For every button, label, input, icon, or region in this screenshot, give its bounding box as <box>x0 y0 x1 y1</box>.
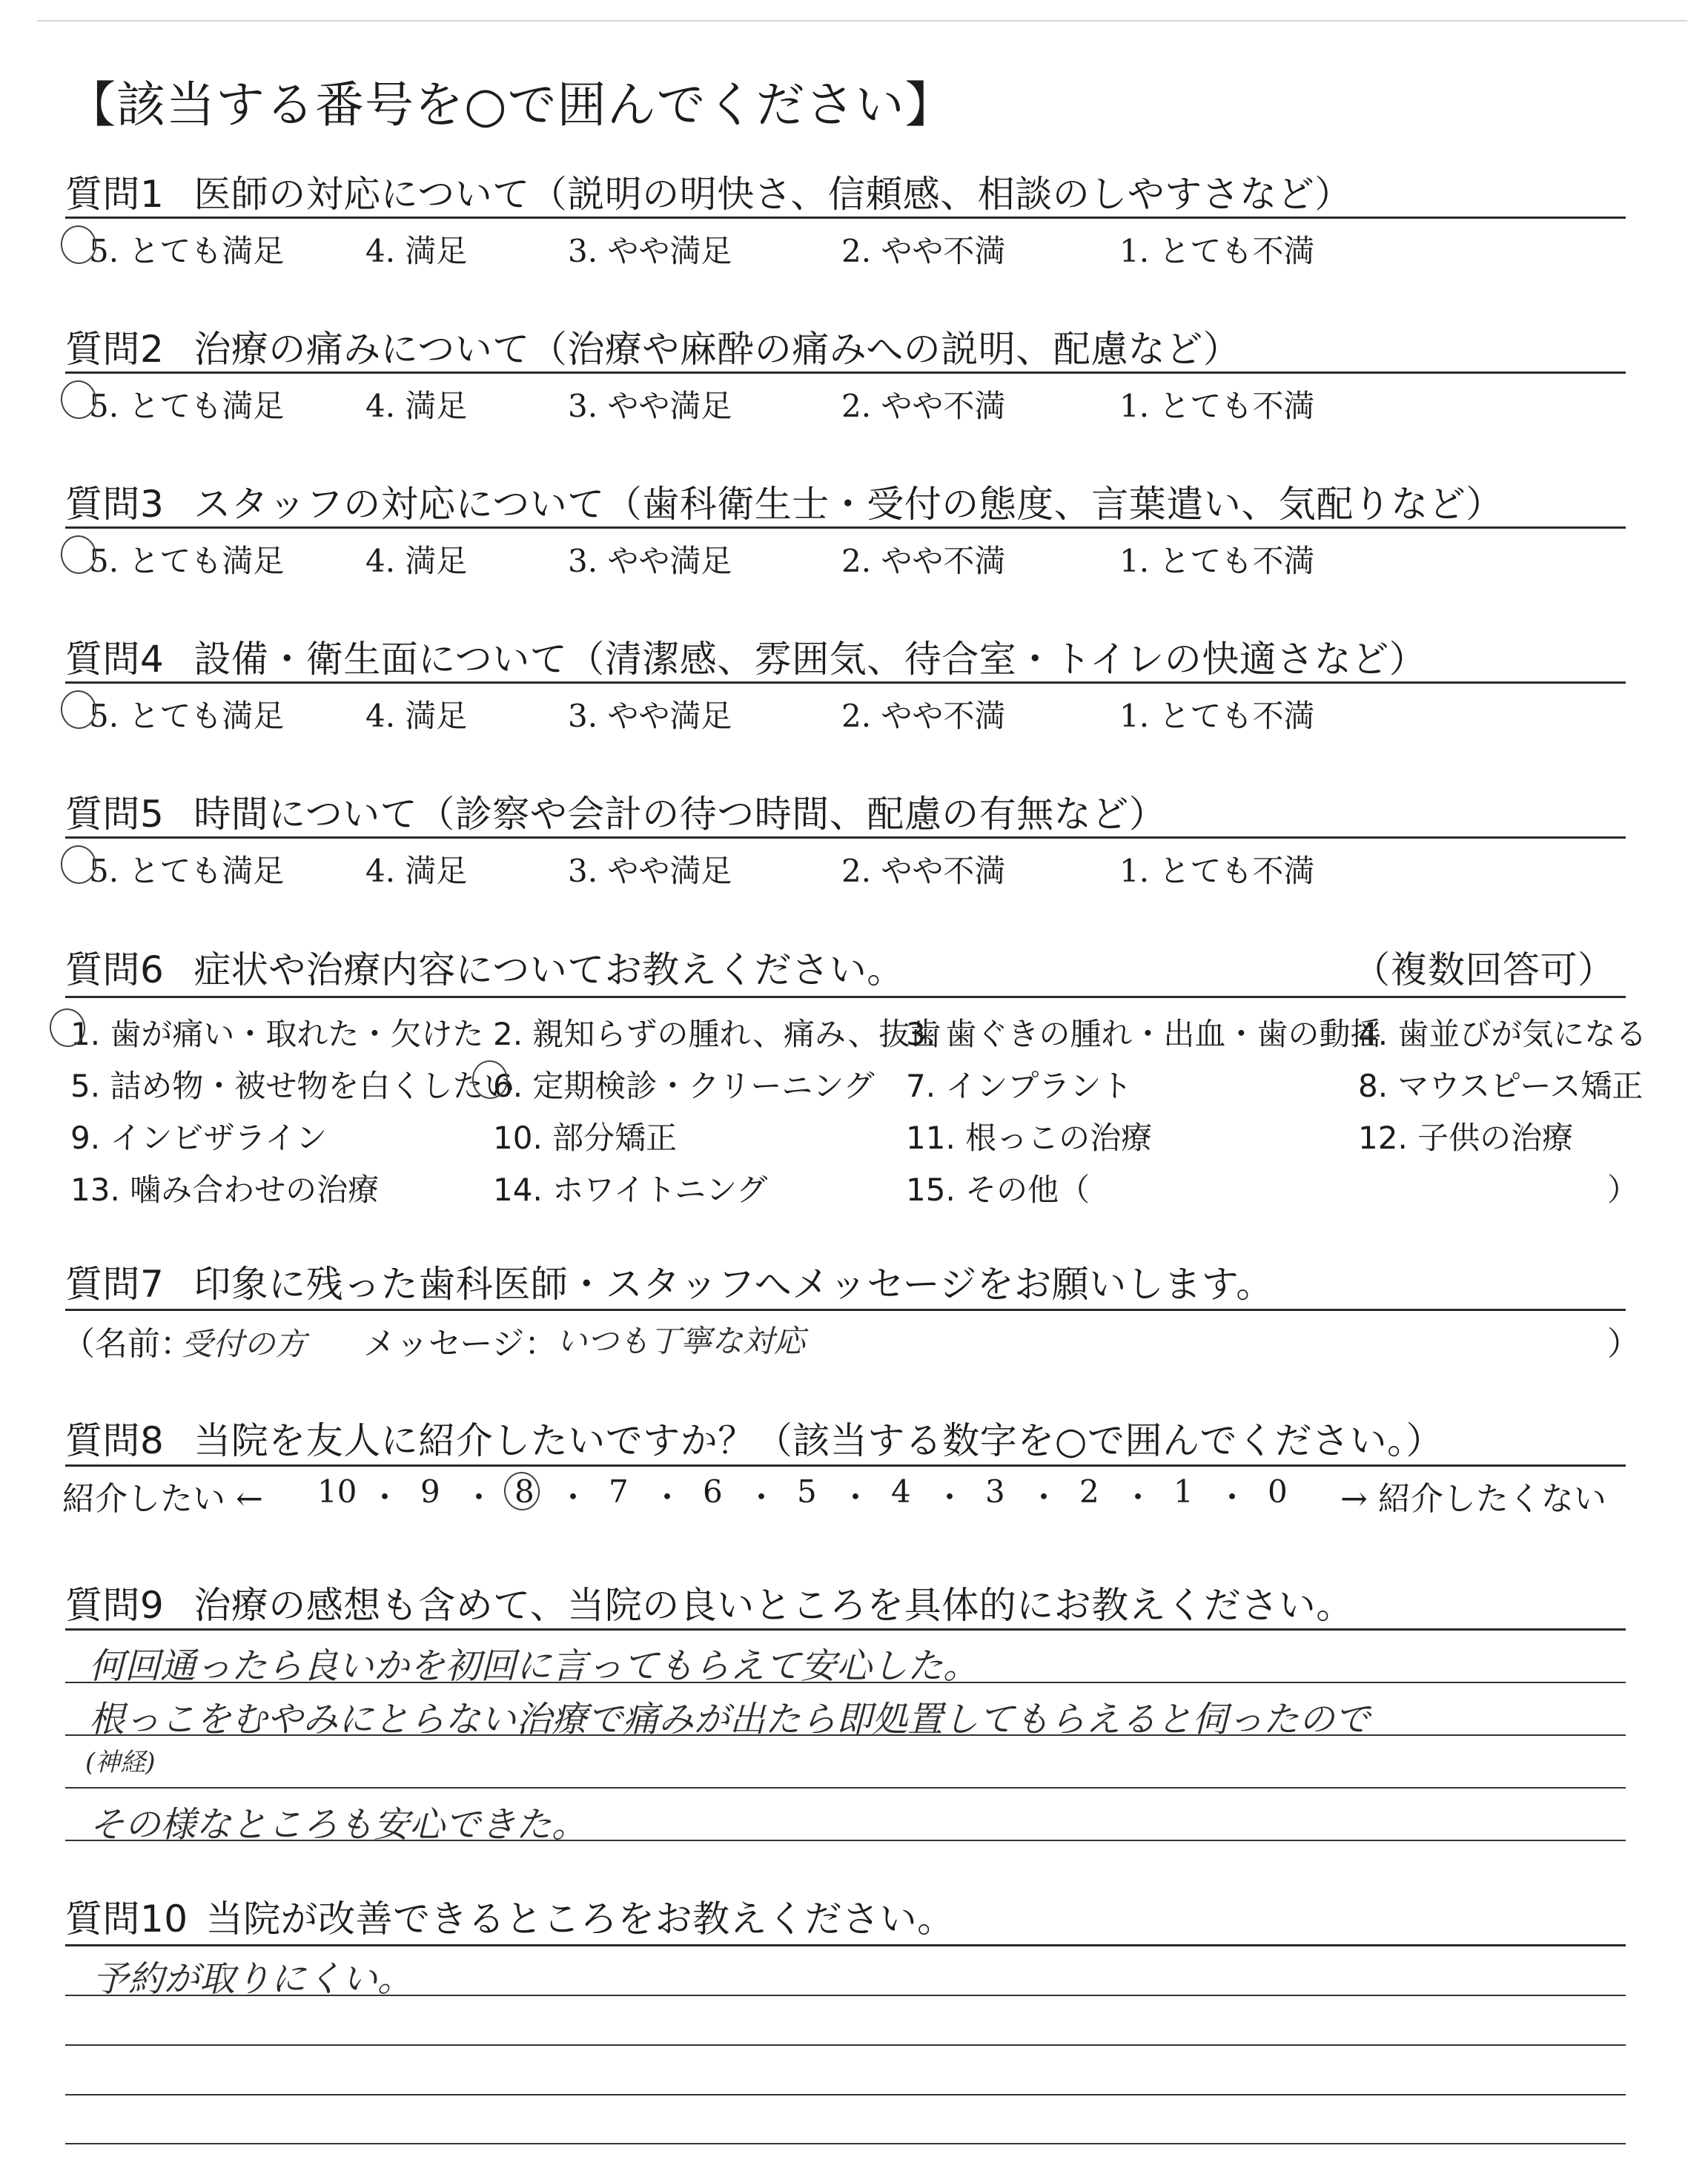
rating-option[interactable]: 2. やや不満 <box>841 233 1006 269</box>
q6-option[interactable]: 13. 噛み合わせの治療 <box>70 1172 380 1208</box>
q7-rule <box>65 1309 1626 1311</box>
q1-label: 質問1 <box>65 173 165 216</box>
q8-scale-value[interactable]: 2 <box>1079 1473 1099 1510</box>
q6-option[interactable]: 3. 歯ぐきの腫れ・出血・歯の動揺 <box>906 1016 1382 1052</box>
q8-text: 当院を友人に紹介したいですか？（該当する数字を○で囲んでください。） <box>193 1419 1443 1462</box>
rating-option[interactable]: 2. やや不満 <box>841 853 1006 889</box>
q8-scale-separator: ・ <box>840 1479 872 1516</box>
q10-label: 質問10 <box>65 1898 188 1941</box>
rating-option[interactable]: 4. 満足 <box>365 233 468 269</box>
q9-line-rule <box>65 1787 1626 1789</box>
rating-option[interactable]: 5. とても満足 <box>89 853 285 889</box>
q6-option[interactable]: 9. インビザライン <box>70 1120 328 1156</box>
q9-answer-line[interactable]: 何回通ったら良いかを初回に言ってもらえて安心した。 <box>89 1645 979 1687</box>
q6-text: 症状や治療内容についてお教えください。 <box>193 948 904 991</box>
rating-option[interactable]: 1. とても不満 <box>1119 388 1315 424</box>
q8-right-label: → 紹介したくない <box>1340 1480 1606 1518</box>
q2-rule <box>65 371 1626 374</box>
page-title: 【該当する番号を○で囲んでください】 <box>67 76 955 133</box>
q6-heading <box>65 940 904 994</box>
q8-scale-value[interactable]: 6 <box>703 1473 723 1510</box>
q6-option[interactable]: 6. 定期検診・クリーニング <box>493 1068 875 1104</box>
q3-label: 質問3 <box>65 483 165 526</box>
q8-label: 質問8 <box>65 1419 165 1462</box>
q8-scale-separator: ・ <box>1122 1479 1154 1516</box>
rating-option[interactable]: 2. やや不満 <box>841 698 1006 734</box>
q7-text: 印象に残った歯科医師・スタッフへメッセージをお願いします。 <box>193 1263 1274 1306</box>
q10-line-rule <box>65 2044 1626 2046</box>
q8-rule <box>65 1464 1626 1467</box>
q6-option[interactable]: 4. 歯並びが気になる <box>1358 1016 1647 1052</box>
q6-option[interactable]: 5. 詰め物・被せ物を白くしたい <box>70 1068 515 1104</box>
q8-scale-value[interactable]: 4 <box>891 1473 911 1510</box>
q8-scale-separator: ・ <box>557 1479 589 1516</box>
q10-heading <box>65 1889 955 1943</box>
q9-answer-line[interactable]: (神経) <box>85 1748 156 1777</box>
q5-text: 時間について（診察や会計の待つ時間、配慮の有無など） <box>193 793 1167 836</box>
q6-option[interactable]: 8. マウスピース矯正 <box>1358 1068 1644 1104</box>
selected-circle-mark <box>502 1470 543 1513</box>
rating-option[interactable]: 3. やや満足 <box>568 698 732 734</box>
q2-label: 質問2 <box>65 328 165 371</box>
rating-option[interactable]: 1. とても不満 <box>1119 698 1315 734</box>
q8-left-label: 紹介したい ← <box>62 1480 263 1518</box>
q6-option[interactable]: 14. ホワイトニング <box>493 1172 768 1208</box>
q8-scale-separator: ・ <box>652 1479 683 1516</box>
q8-scale-separator: ・ <box>934 1479 966 1516</box>
q1-text: 医師の対応について（説明の明快さ、信頼感、相談のしやすさなど） <box>193 173 1352 216</box>
rating-option[interactable]: 1. とても不満 <box>1119 543 1315 579</box>
q7-message-label: メッセージ： <box>363 1325 557 1363</box>
q5-label: 質問5 <box>65 793 165 836</box>
q9-answer-line[interactable]: 根っこをむやみにとらない治療で痛みが出たら即処置してもらえると伺ったので <box>89 1699 1371 1740</box>
q8-scale-value[interactable]: 3 <box>985 1473 1005 1510</box>
q7-label: 質問7 <box>65 1263 165 1306</box>
q7-name-value[interactable]: 受付の方 <box>182 1326 307 1362</box>
rating-option[interactable]: 2. やや不満 <box>841 388 1006 424</box>
q6-option[interactable]: 2. 親知らずの腫れ、痛み、抜歯 <box>493 1016 941 1052</box>
q8-scale-value[interactable]: 1 <box>1174 1473 1194 1510</box>
q6-label: 質問6 <box>65 948 165 991</box>
q9-label: 質問9 <box>65 1584 165 1627</box>
rating-option[interactable]: 4. 満足 <box>365 853 468 889</box>
q8-scale-separator: ・ <box>1217 1479 1248 1516</box>
q6-option[interactable]: 10. 部分矯正 <box>493 1120 678 1156</box>
q5-rule <box>65 836 1626 839</box>
q8-scale-value[interactable]: 10 <box>317 1473 357 1510</box>
q4-rule <box>65 681 1626 684</box>
q3-heading <box>65 475 1503 528</box>
rating-option[interactable]: 3. やや満足 <box>568 233 732 269</box>
q7-name-label: （名前： <box>62 1325 193 1363</box>
q8-scale-separator: ・ <box>1028 1479 1060 1516</box>
rating-option[interactable]: 2. やや不満 <box>841 543 1006 579</box>
q9-text: 治療の感想も含めて、当院の良いところを具体的にお教えください。 <box>193 1584 1354 1627</box>
q6-option[interactable]: 15. その他（ <box>906 1172 1090 1208</box>
q5-heading <box>65 785 1166 838</box>
q9-rule <box>65 1628 1626 1631</box>
q6-option[interactable]: 1. 歯が痛い・取れた・欠けた <box>70 1016 484 1052</box>
q4-heading <box>65 630 1426 683</box>
top-border <box>37 20 1687 22</box>
q10-line-rule <box>65 2143 1626 2144</box>
q6-option[interactable]: 7. インプラント <box>906 1068 1133 1104</box>
rating-option[interactable]: 3. やや満足 <box>568 543 732 579</box>
q6-rule <box>65 996 1626 998</box>
q8-scale-value[interactable]: 5 <box>797 1473 817 1510</box>
rating-option[interactable]: 1. とても不満 <box>1119 853 1315 889</box>
q8-scale-value[interactable]: 0 <box>1268 1473 1288 1510</box>
q8-scale-value[interactable]: 7 <box>609 1473 629 1510</box>
q1-heading <box>65 165 1352 218</box>
q10-line-rule <box>65 2094 1626 2095</box>
rating-option[interactable]: 4. 満足 <box>365 388 468 424</box>
rating-option[interactable]: 5. とても満足 <box>89 698 285 734</box>
q10-rule <box>65 1944 1626 1946</box>
q6-option[interactable]: 11. 根っこの治療 <box>906 1120 1153 1156</box>
q7-heading <box>65 1255 1274 1308</box>
rating-option[interactable]: 3. やや満足 <box>568 388 732 424</box>
q10-text: 当院が改善できるところをお教えください。 <box>205 1898 955 1941</box>
q8-scale-value[interactable]: 9 <box>420 1473 440 1510</box>
q4-text: 設備・衛生面について（清潔感、雰囲気、待合室・トイレの快適さなど） <box>193 638 1427 681</box>
q7-message-value[interactable]: いつも丁寧な対応 <box>556 1323 806 1359</box>
q1-rule <box>65 217 1626 219</box>
q2-text: 治療の痛みについて（治療や麻酔の痛みへの説明、配慮など） <box>193 328 1241 371</box>
q9-answer-line[interactable]: その様なところも安心できた。 <box>89 1804 588 1846</box>
q2-heading <box>65 320 1240 373</box>
q8-scale-separator: ・ <box>463 1479 495 1516</box>
q10-answer-line[interactable]: 予約が取りにくい。 <box>93 1958 414 2000</box>
rating-option[interactable]: 4. 満足 <box>365 543 468 579</box>
rating-option[interactable]: 5. とても満足 <box>89 388 285 424</box>
q8-heading <box>65 1411 1443 1464</box>
rating-option[interactable]: 5. とても満足 <box>89 233 285 269</box>
rating-option[interactable]: 1. とても不満 <box>1119 233 1315 269</box>
rating-option[interactable]: 3. やや満足 <box>568 853 732 889</box>
q8-scale-separator: ・ <box>746 1479 778 1516</box>
q9-heading <box>65 1576 1354 1629</box>
q8-scale-separator: ・ <box>369 1479 401 1516</box>
q4-label: 質問4 <box>65 638 165 681</box>
q7-close-paren: ） <box>1607 1325 1640 1363</box>
q3-text: スタッフの対応について（歯科衛生士・受付の態度、言葉遣い、気配りなど） <box>193 483 1503 526</box>
rating-option[interactable]: 4. 満足 <box>365 698 468 734</box>
rating-option[interactable]: 5. とても満足 <box>89 543 285 579</box>
q6-option[interactable]: 12. 子供の治療 <box>1358 1120 1574 1156</box>
q3-rule <box>65 526 1626 529</box>
q6-note: （複数回答可） <box>1353 948 1615 991</box>
q6-option: ） <box>1607 1172 1639 1208</box>
q8-scale-value[interactable]: 8 <box>514 1473 534 1510</box>
